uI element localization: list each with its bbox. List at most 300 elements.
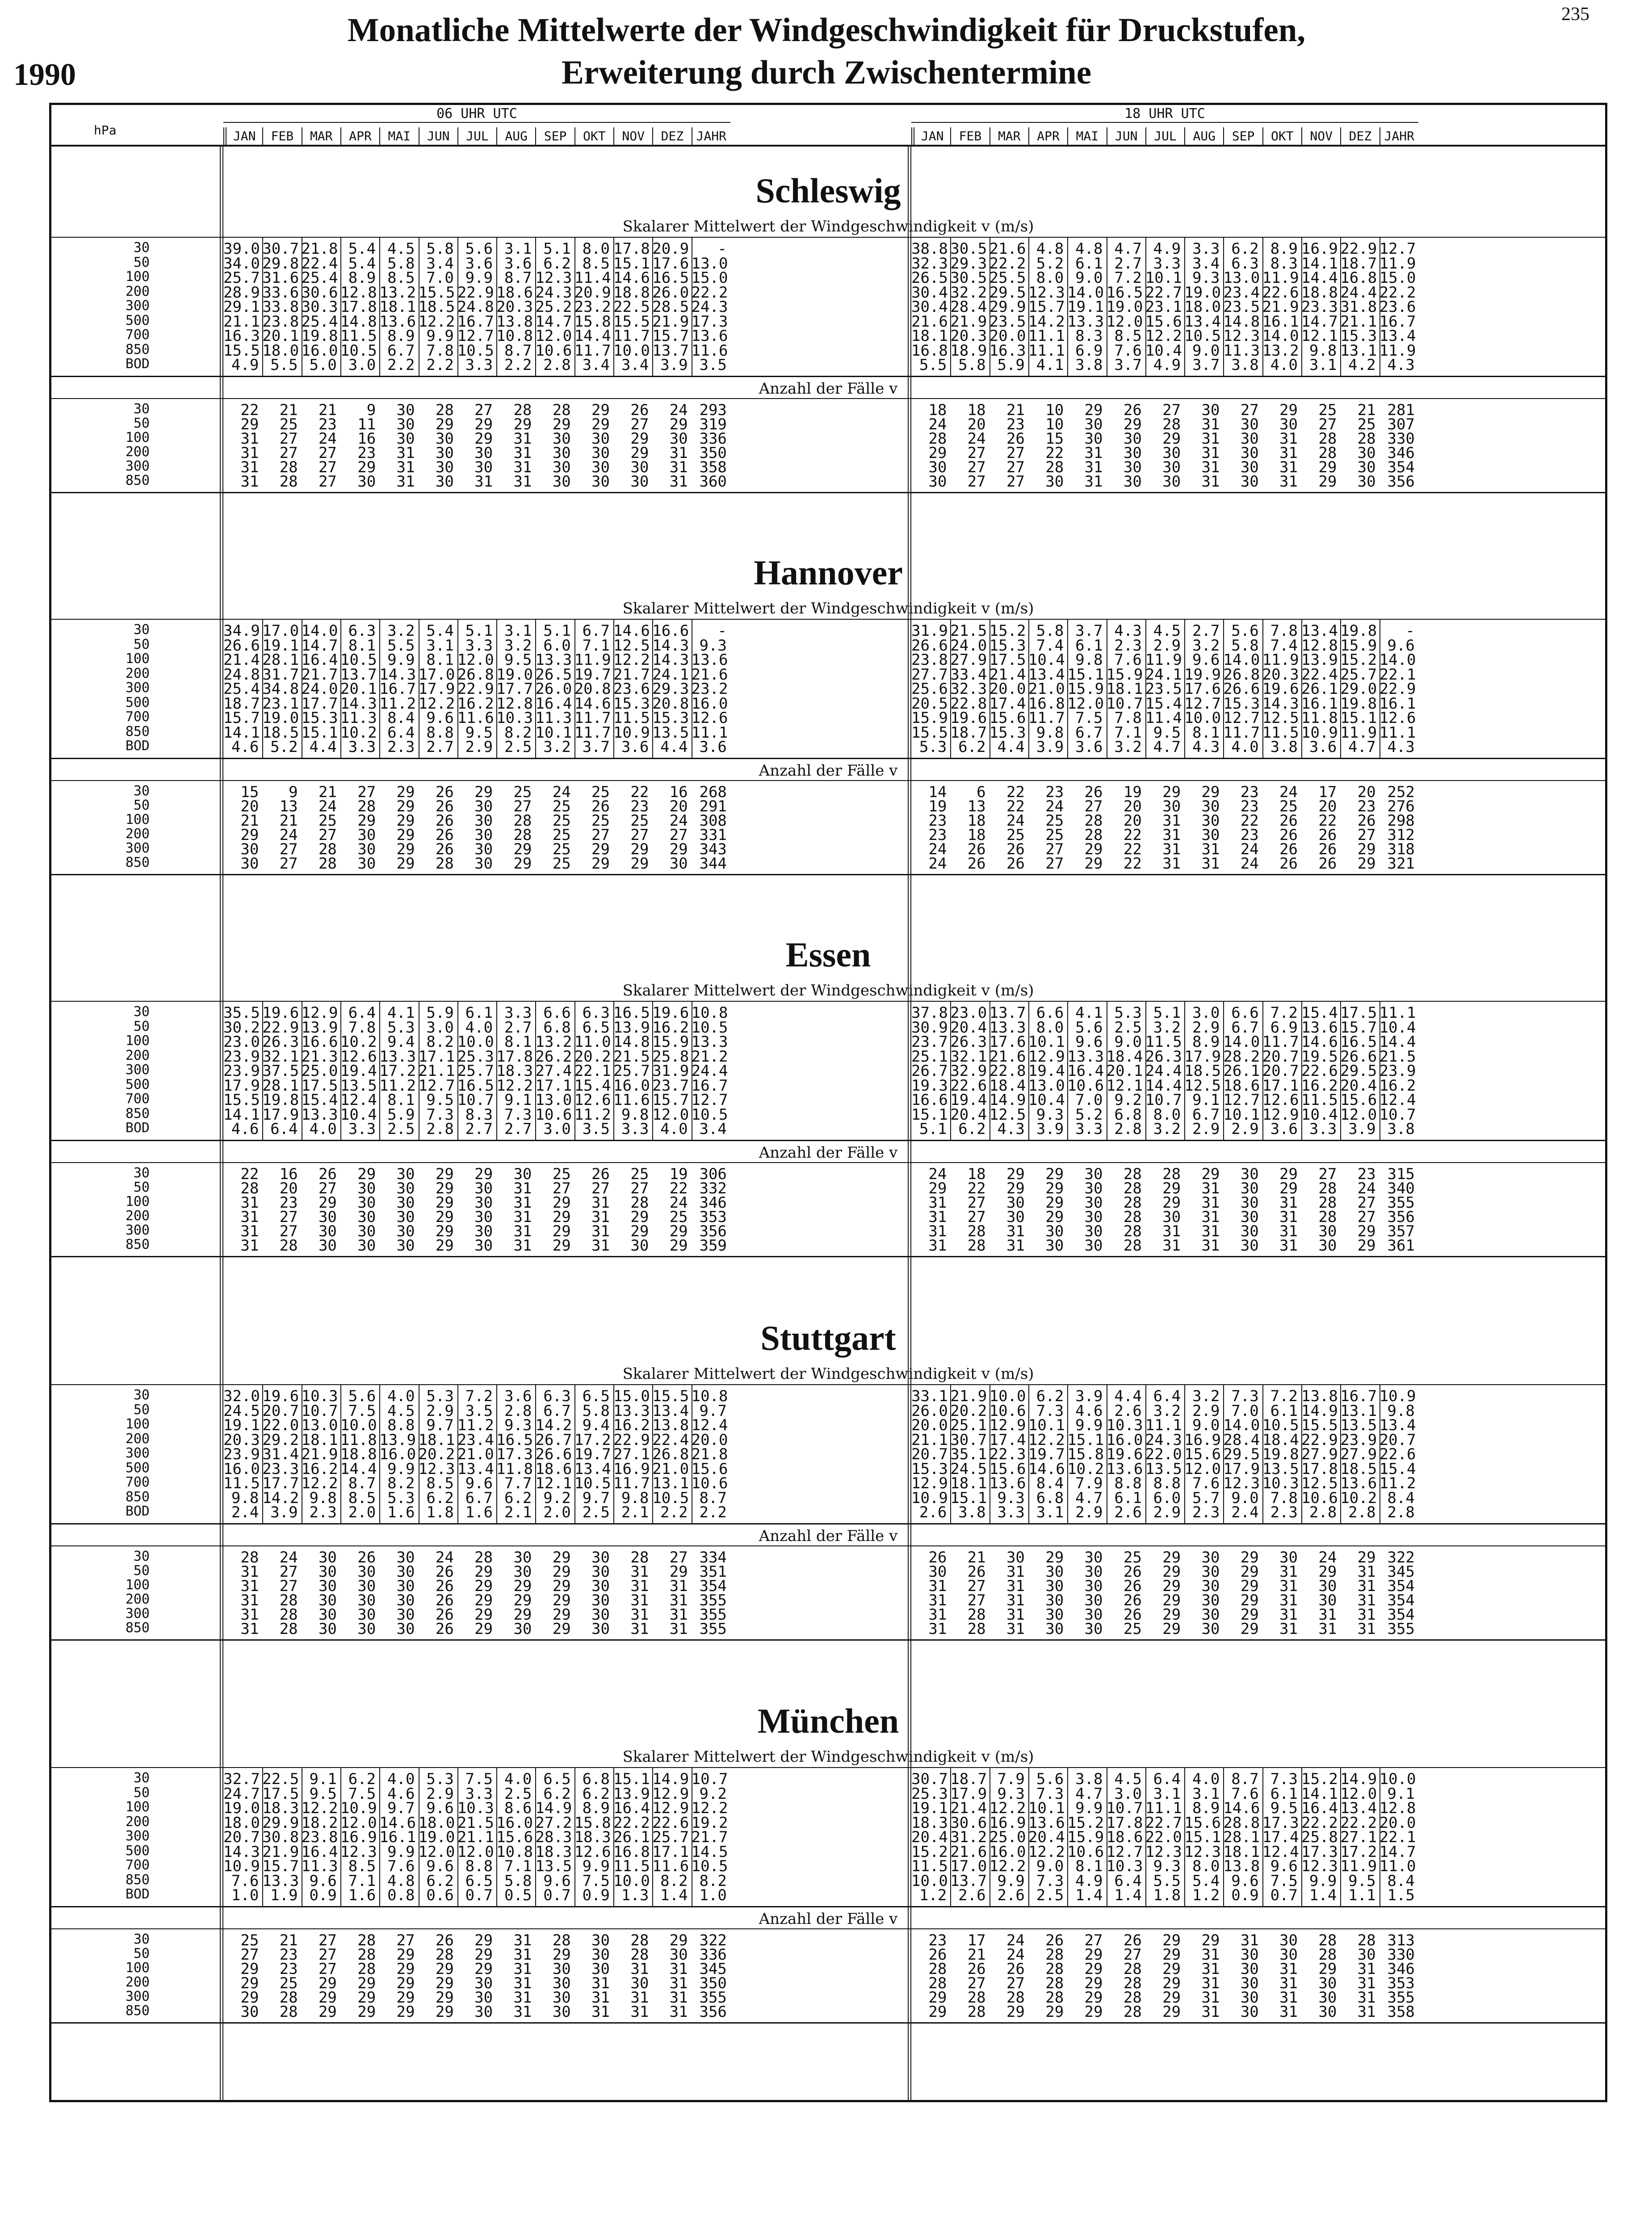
mean-cell-18: 16.8 [1028, 694, 1065, 713]
mean-cell-06: 17.1 [652, 1843, 689, 1861]
mean-cell-18: 12.2 [1028, 1843, 1065, 1861]
count-cell-06: 31 [240, 472, 259, 491]
count-cell-18: 30 [1045, 1236, 1064, 1255]
mean-cell-06: 24.7 [223, 1785, 260, 1803]
count-cell-06: 30 [357, 1179, 376, 1197]
mean-cell-18: 22.1 [1379, 1828, 1416, 1846]
mean-cell-06: 23.9 [223, 1062, 260, 1080]
mean-cell-06: 6.7 [465, 1489, 493, 1507]
mean-cell-18: 13.8 [1223, 1857, 1260, 1875]
mean-cell-06: 6.5 [543, 1770, 571, 1788]
mean-cell-06: 4.6 [387, 1785, 415, 1803]
mean-cell-18: 13.3 [1067, 312, 1104, 331]
mean-cell-06: 11.7 [613, 1474, 650, 1492]
mean-cell-06: 4.1 [387, 1004, 415, 1022]
column-rule [1262, 237, 1263, 376]
count-cell-18: 31 [1201, 1945, 1220, 1964]
mean-cell-18: 0.7 [1270, 1886, 1298, 1904]
mean-cell-06: 20.0 [691, 1431, 728, 1449]
mean-cell-18: 9.9 [1075, 1416, 1103, 1434]
mean-cell-18: 4.7 [1348, 738, 1376, 756]
mean-cell-18: 11.8 [1301, 709, 1338, 727]
count-cell-18: 30 [1201, 1577, 1220, 1595]
count-cell-06: 354 [699, 1577, 727, 1595]
count-cell-18: 31 [1201, 1960, 1220, 1978]
mean-cell-06: 10.2 [340, 1033, 377, 1051]
mean-cell-18: 6.1 [1270, 1785, 1298, 1803]
mean-cell-18: 17.3 [1262, 1814, 1299, 1832]
mean-cell-18: 6.4 [1153, 1770, 1181, 1788]
mean-cell-18: 8.9 [1270, 240, 1298, 258]
count-cell-06: 29 [552, 1562, 571, 1581]
column-rule [1379, 1767, 1380, 1906]
count-cell-18: 24 [967, 429, 986, 448]
mean-cell-06: 1.8 [426, 1503, 454, 1521]
count-caption-essen: Anzahl der Fälle v [759, 1143, 898, 1162]
mean-cell-06: 3.3 [621, 1120, 649, 1138]
mean-cell-06: 17.9 [262, 1105, 299, 1124]
mean-cell-18: 6.2 [1231, 240, 1259, 258]
month-header-06-apr: APR [340, 127, 379, 145]
mean-cell-06: 23.2 [574, 298, 611, 316]
mean-cell-06: 20.3 [496, 298, 533, 316]
mean-cell-06: 26.8 [457, 665, 494, 684]
level-label: 850 [125, 1236, 150, 1252]
mean-cell-18: 11.1 [1028, 341, 1065, 360]
mean-cell-06: 2.0 [543, 1503, 571, 1521]
mean-cell-18: 13.3 [1067, 1047, 1104, 1066]
mean-cell-18: 16.1 [1262, 312, 1299, 331]
count-cell-18: 28 [967, 1222, 986, 1240]
count-cell-18: 22 [1123, 826, 1142, 844]
mean-cell-06: 4.8 [387, 1872, 415, 1890]
mean-cell-06: 9.6 [465, 1474, 493, 1492]
count-cell-18: 31 [1357, 1620, 1376, 1638]
count-cell-18: 354 [1387, 1605, 1415, 1624]
mean-cell-06: 2.5 [387, 1120, 415, 1138]
mean-cell-06: 12.0 [457, 1843, 494, 1861]
mean-cell-18: 11.1 [1028, 327, 1065, 345]
count-cell-06: 31 [240, 458, 259, 476]
count-caption-muenchen: Anzahl der Fälle v [759, 1910, 898, 1928]
mean-cell-18: 14.8 [1223, 312, 1260, 331]
mean-cell-18: 1.5 [1387, 1886, 1415, 1904]
level-label: 850 [125, 2003, 150, 2019]
mean-cell-06: 10.5 [340, 341, 377, 360]
count-cell-06: 31 [591, 1193, 610, 1212]
level-label: 200 [125, 1591, 150, 1607]
count-cell-18: 31 [1279, 1193, 1298, 1212]
mean-cell-06: 3.0 [426, 1018, 454, 1037]
count-cell-18: 29 [1357, 854, 1376, 873]
mean-cell-06: 10.6 [535, 1105, 572, 1124]
column-rule [652, 1001, 653, 1140]
count-cell-06: 29 [591, 401, 610, 419]
count-cell-06: 29 [318, 2003, 337, 2021]
count-cell-18: 29 [1162, 1945, 1181, 1964]
mean-cell-18: 10.4 [1301, 1105, 1338, 1124]
count-cell-06: 322 [699, 1931, 727, 1949]
mean-cell-18: 31.8 [1340, 298, 1377, 316]
count-cell-18: 29 [1201, 1165, 1220, 1183]
count-cell-18: 22 [1240, 811, 1259, 830]
mean-cell-06: 0.5 [504, 1886, 532, 1904]
count-cell-18: 31 [1279, 1974, 1298, 1992]
count-cell-18: 355 [1387, 1988, 1415, 2007]
count-cell-18: 30 [1201, 1591, 1220, 1609]
count-cell-18: 355 [1387, 1620, 1415, 1638]
mean-cell-18: 15.5 [1301, 1416, 1338, 1434]
level-label: 850 [125, 1620, 150, 1636]
mean-cell-18: 10.6 [989, 1402, 1026, 1420]
count-cell-06: 29 [357, 811, 376, 830]
count-cell-18: 26 [1123, 1577, 1142, 1595]
count-cell-06: 29 [513, 415, 532, 433]
mean-cell-06: 18.2 [301, 1814, 338, 1832]
mean-cell-18: 9.0 [1231, 1489, 1259, 1507]
mean-cell-18: 30.7 [911, 1770, 948, 1788]
mean-cell-06: 18.1 [418, 1431, 455, 1449]
mean-cell-18: 7.8 [1114, 709, 1142, 727]
level-label: 300 [125, 1445, 150, 1461]
mean-cell-18: 9.3 [1192, 269, 1220, 287]
count-cell-18: 21 [1357, 401, 1376, 419]
column-rule [457, 1001, 458, 1140]
mean-cell-06: 5.3 [426, 1770, 454, 1788]
count-cell-06: 29 [474, 1605, 493, 1624]
mean-cell-18: 18.5 [1340, 1460, 1377, 1478]
count-cell-06: 31 [630, 2003, 649, 2021]
count-cell-18: 29 [1162, 1179, 1181, 1197]
mean-cell-18: 15.2 [1067, 1814, 1104, 1832]
count-cell-18: 31 [1006, 1620, 1025, 1638]
mean-cell-06: 34.8 [262, 680, 299, 698]
column-rule [1028, 1384, 1029, 1523]
mean-cell-18: 10.2 [1067, 1460, 1104, 1478]
mean-cell-06: 12.2 [418, 694, 455, 713]
mean-cell-18: 11.7 [1262, 1033, 1299, 1051]
mean-cell-18: 12.5 [1262, 709, 1299, 727]
count-cell-06: 30 [396, 415, 415, 433]
mean-cell-06: 11.9 [574, 651, 611, 669]
count-cell-18: 30 [1279, 1931, 1298, 1949]
mean-cell-18: 11.5 [1262, 723, 1299, 742]
mean-cell-06: 0.9 [309, 1886, 337, 1904]
mean-cell-06: 9.3 [699, 636, 727, 655]
mean-cell-18: 5.7 [1192, 1489, 1220, 1507]
mean-cell-06: 18.6 [535, 1460, 572, 1478]
mean-cell-18: 10.2 [1340, 1489, 1377, 1507]
mean-cell-18: 6.9 [1075, 341, 1103, 360]
mean-cell-06: 3.4 [621, 356, 649, 374]
count-cell-18: 30 [1084, 1562, 1103, 1581]
count-cell-18: 31 [1201, 1988, 1220, 2007]
mean-cell-06: 14.7 [301, 636, 338, 655]
mean-cell-06: 28.1 [262, 651, 299, 669]
mean-cell-18: 7.9 [997, 1770, 1025, 1788]
mean-cell-18: 29.0 [1340, 680, 1377, 698]
mean-cell-18: 7.0 [1231, 1402, 1259, 1420]
level-label: 700 [125, 1857, 150, 1873]
count-cell-18: 28 [928, 1974, 947, 1992]
count-cell-06: 28 [279, 1236, 298, 1255]
count-cell-18: 18 [967, 826, 986, 844]
mean-cell-18: 6.3 [1231, 254, 1259, 273]
count-cell-06: 30 [474, 444, 493, 462]
mean-cell-06: 14.1 [223, 723, 260, 742]
mean-cell-06: 31.7 [262, 665, 299, 684]
count-cell-18: 24 [1006, 811, 1025, 830]
count-cell-06: 30 [474, 826, 493, 844]
mean-cell-18: 3.7 [1114, 356, 1142, 374]
count-cell-06: 28 [279, 2003, 298, 2021]
mean-cell-18: 7.4 [1270, 636, 1298, 655]
count-cell-18: 23 [928, 826, 947, 844]
count-cell-06: 28 [513, 811, 532, 830]
count-cell-06: 28 [357, 1931, 376, 1949]
mean-cell-06: 2.0 [348, 1503, 376, 1521]
mean-cell-06: 15.6 [496, 1828, 533, 1846]
mean-cell-06: 18.7 [223, 694, 260, 713]
mean-cell-18: 14.0 [1223, 1033, 1260, 1051]
mean-block-top-stuttgart [49, 1384, 1607, 1385]
mean-cell-06: 6.7 [582, 622, 610, 640]
mean-cell-06: 12.9 [652, 1785, 689, 1803]
level-label: 200 [125, 1431, 150, 1447]
mean-cell-06: 7.1 [582, 636, 610, 655]
mean-cell-18: 23.7 [911, 1033, 948, 1051]
count-cell-06: 29 [474, 1591, 493, 1609]
column-rule [1340, 1001, 1341, 1140]
column-rule [457, 1767, 458, 1906]
mean-cell-18: 20.7 [1262, 1062, 1299, 1080]
mean-cell-06: 6.2 [348, 1770, 376, 1788]
mean-cell-18: 16.5 [1340, 1033, 1377, 1051]
mean-cell-18: 10.7 [1106, 1799, 1143, 1817]
mean-cell-06: 16.5 [652, 269, 689, 287]
count-cell-18: 28 [1084, 826, 1103, 844]
mean-cell-18: 18.6 [1223, 1076, 1260, 1095]
mean-cell-06: 3.2 [543, 738, 571, 756]
count-cell-06: 27 [513, 797, 532, 815]
mean-cell-06: 21.8 [691, 1445, 728, 1463]
mean-cell-18: 11.9 [1262, 269, 1299, 287]
count-cell-18: 28 [967, 1620, 986, 1638]
mean-cell-18: 2.9 [1192, 1120, 1220, 1138]
mean-cell-06: 31.9 [652, 1062, 689, 1080]
count-cell-06: 29 [396, 797, 415, 815]
mean-block-top-muenchen [49, 1767, 1607, 1768]
mean-cell-06: 27.4 [535, 1062, 572, 1080]
mean-cell-18: 8.9 [1192, 1799, 1220, 1817]
count-cell-06: 30 [435, 444, 454, 462]
count-cell-06: 29 [318, 1193, 337, 1212]
mean-cell-18: 14.4 [1145, 1076, 1182, 1095]
count-cell-06: 29 [669, 840, 688, 858]
mean-cell-06: 12.7 [457, 327, 494, 345]
mean-cell-18: 6.2 [1036, 1387, 1064, 1405]
mean-cell-18: 15.9 [1067, 680, 1104, 698]
count-cell-06: 29 [552, 1548, 571, 1566]
count-cell-18: 29 [1162, 429, 1181, 448]
station-title-essen: Essen [785, 935, 871, 974]
mean-cell-06: 33.8 [262, 298, 299, 316]
mean-cell-06: 15.8 [574, 1814, 611, 1832]
mean-cell-06: 9.3 [504, 1416, 532, 1434]
mean-cell-06: 9.7 [426, 1416, 454, 1434]
mean-cell-18: 17.8 [1106, 1814, 1143, 1832]
level-label: 300 [125, 1605, 150, 1621]
column-rule [652, 237, 653, 376]
mean-cell-18: 17.6 [1184, 680, 1221, 698]
count-cell-18: 340 [1387, 1179, 1415, 1197]
mean-cell-18: 12.7 [1223, 709, 1260, 727]
mean-cell-06: 8.4 [387, 709, 415, 727]
mean-cell-18: 3.2 [1153, 1402, 1181, 1420]
count-cell-18: 25 [1006, 826, 1025, 844]
count-cell-18: 28 [1318, 429, 1337, 448]
mean-cell-18: 6.6 [1036, 1004, 1064, 1022]
mean-cell-06: 16.2 [613, 1416, 650, 1434]
mean-cell-06: 3.3 [348, 1120, 376, 1138]
mean-cell-06: 14.3 [379, 665, 416, 684]
column-rule [1028, 619, 1029, 758]
count-cell-06: 23 [318, 415, 337, 433]
count-cell-06: 29 [474, 1620, 493, 1638]
mean-cell-18: 9.9 [1309, 1872, 1337, 1890]
count-cell-18: 345 [1387, 1562, 1415, 1581]
count-cell-18: 30 [1162, 458, 1181, 476]
count-cell-06: 22 [240, 1165, 259, 1183]
mean-cell-06: 29.9 [262, 1814, 299, 1832]
mean-cell-18: 3.4 [1192, 254, 1220, 273]
count-cell-18: 28 [1123, 1974, 1142, 1992]
mean-cell-06: 2.2 [504, 356, 532, 374]
count-cell-06: 355 [699, 1988, 727, 2007]
mean-cell-06: 6.4 [270, 1120, 298, 1138]
column-rule [1145, 237, 1146, 376]
mean-cell-18: 28.8 [1223, 1814, 1260, 1832]
month-header-18-okt: OKT [1262, 127, 1301, 145]
level-label: 850 [125, 1872, 150, 1888]
count-cell-06: 27 [669, 1548, 688, 1566]
mean-cell-18: 3.3 [997, 1503, 1025, 1521]
mean-cell-18: 20.2 [950, 1402, 987, 1420]
count-cell-06: 27 [357, 783, 376, 801]
column-rule [1262, 1384, 1263, 1523]
count-cell-18: 20 [1318, 797, 1337, 815]
mean-cell-06: 4.0 [387, 1770, 415, 1788]
separator-middle [908, 145, 911, 2102]
mean-cell-18: 16.2 [1301, 1076, 1338, 1095]
level-label: 50 [133, 254, 150, 270]
mean-cell-18: 16.9 [1184, 1431, 1221, 1449]
mean-cell-18: 30.4 [911, 298, 948, 316]
mean-cell-18: 7.6 [1192, 1474, 1220, 1492]
count-cell-18: 27 [1084, 1931, 1103, 1949]
mean-cell-06: 17.5 [262, 1785, 299, 1803]
count-cell-18: 19 [928, 797, 947, 815]
count-cell-06: 30 [318, 1208, 337, 1226]
count-cell-18: 27 [1318, 415, 1337, 433]
count-cell-06: 31 [669, 1591, 688, 1609]
count-cell-06: 29 [357, 2003, 376, 2021]
count-cell-18: 28 [1045, 1988, 1064, 2007]
mean-cell-18: 3.1 [1309, 356, 1337, 374]
mean-cell-06: 0.7 [465, 1886, 493, 1904]
mean-cell-06: 3.3 [465, 356, 493, 374]
mean-cell-06: 13.8 [496, 312, 533, 331]
count-cell-18: 28 [1357, 1931, 1376, 1949]
mean-cell-06: 13.3 [262, 1872, 299, 1890]
mean-cell-18: 3.8 [958, 1503, 986, 1521]
mean-cell-06: 12.0 [457, 651, 494, 669]
mean-cell-06: 8.7 [504, 269, 532, 287]
mean-cell-18: 18.4 [1106, 1047, 1143, 1066]
count-cell-06: 30 [474, 2003, 493, 2021]
mean-cell-18: 9.5 [1153, 723, 1181, 742]
mean-cell-06: 7.6 [231, 1872, 259, 1890]
count-cell-06: 27 [318, 1945, 337, 1964]
mean-cell-06: 5.8 [582, 1402, 610, 1420]
mean-cell-18: 18.1 [911, 327, 948, 345]
count-cell-18: 30 [1318, 1577, 1337, 1595]
mean-cell-18: 15.1 [1184, 1828, 1221, 1846]
mean-cell-18: 9.8 [1309, 341, 1337, 360]
mean-cell-06: 3.0 [348, 356, 376, 374]
count-cell-06: 31 [513, 1222, 532, 1240]
count-cell-06: 26 [435, 1620, 454, 1638]
count-cell-06: 11 [357, 415, 376, 433]
count-cell-06: 25 [630, 811, 649, 830]
count-cell-18: 28 [928, 1960, 947, 1978]
mean-cell-06: 21.0 [457, 1445, 494, 1463]
count-cell-18: 30 [1162, 797, 1181, 815]
mean-cell-18: 10.9 [911, 1489, 948, 1507]
count-cell-18: 30 [1162, 1208, 1181, 1226]
count-cell-18: 24 [1279, 783, 1298, 801]
mean-cell-06: 1.0 [699, 1886, 727, 1904]
mean-cell-06: 2.8 [504, 1402, 532, 1420]
mean-cell-18: 28.1 [1223, 1828, 1260, 1846]
mean-cell-18: 18.6 [1106, 1828, 1143, 1846]
mean-cell-18: 11.9 [1379, 254, 1416, 273]
mean-cell-06: 13.2 [379, 283, 416, 302]
mean-block-bottom-muenchen [49, 1906, 1607, 1907]
count-cell-06: 29 [552, 415, 571, 433]
mean-cell-18: 11.9 [1262, 651, 1299, 669]
mean-cell-06: 9.8 [621, 1489, 649, 1507]
mean-cell-06: 9.9 [387, 1460, 415, 1478]
month-header-06-sep: SEP [535, 127, 574, 145]
count-cell-06: 31 [240, 444, 259, 462]
count-cell-18: 27 [1006, 444, 1025, 462]
mean-cell-18: 13.5 [1340, 1416, 1377, 1434]
count-cell-18: 30 [1240, 1974, 1259, 1992]
mean-cell-06: 6.2 [426, 1489, 454, 1507]
mean-cell-06: 26.6 [223, 636, 260, 655]
count-cell-06: 28 [240, 1179, 259, 1197]
count-caption-hannover: Anzahl der Fälle v [759, 761, 898, 780]
month-header-06-mar: MAR [302, 127, 340, 145]
mean-cell-18: 15.1 [1340, 709, 1377, 727]
mean-cell-06: 7.3 [426, 1105, 454, 1124]
count-cell-06: 25 [552, 811, 571, 830]
mean-cell-18: 9.8 [1387, 1402, 1415, 1420]
count-cell-06: 31 [630, 1577, 649, 1595]
count-cell-06: 29 [435, 1236, 454, 1255]
count-cell-06: 31 [240, 429, 259, 448]
